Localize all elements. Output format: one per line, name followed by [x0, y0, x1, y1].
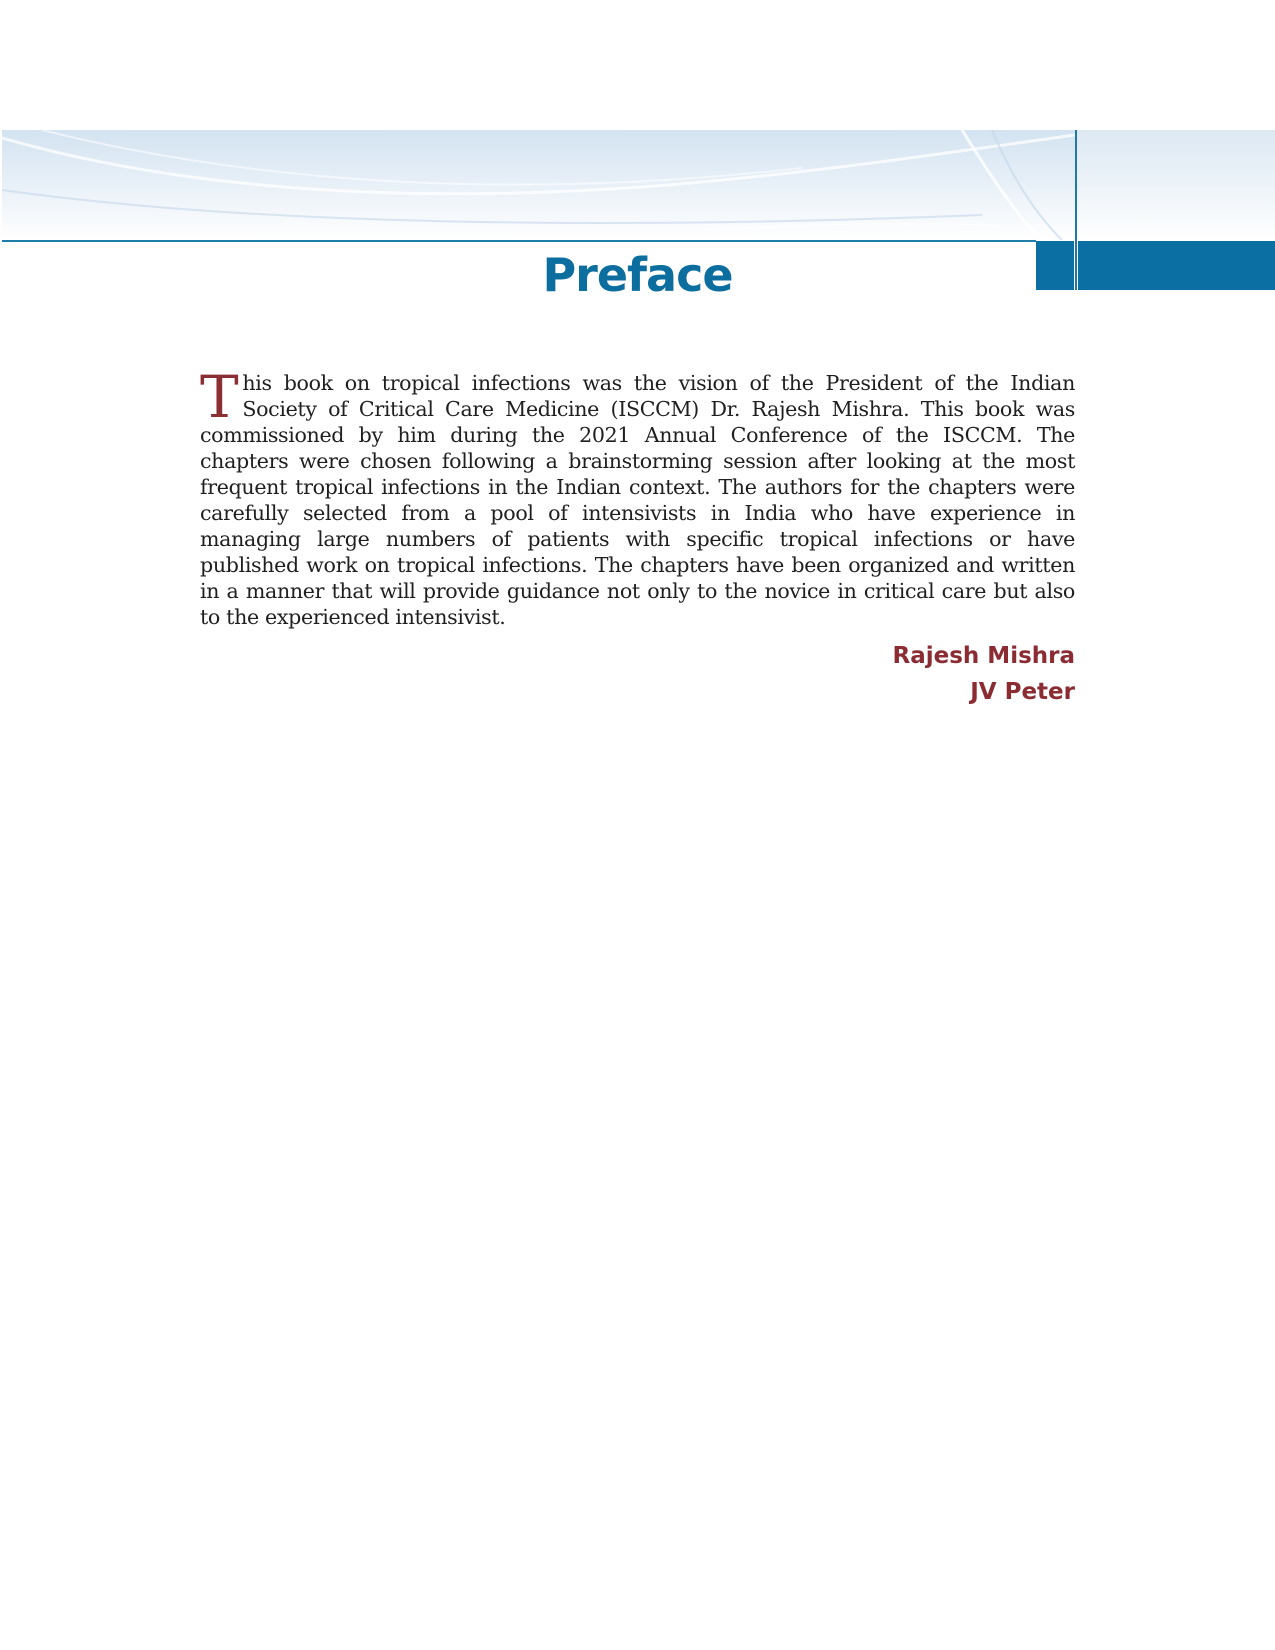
page-title: Preface [542, 248, 733, 302]
header-decorative-band-right [1077, 130, 1275, 240]
author-signature-2: JV Peter [970, 679, 1075, 705]
header-decorative-band [2, 130, 1075, 240]
drop-cap-letter: T [200, 363, 239, 431]
header-horizontal-rule [2, 240, 1036, 242]
preface-paragraph-text: his book on tropical infections was the vision of the President of the Indian Society of Critical Care Medicine (ISCCM) Dr. Rajesh Mishra. This book was commissioned by him during the 2021 Annual Conference of the ISCCM. The chapters were chosen following a brainstorming session after looking at the most frequent tropical infections in the Indian context. The authors for the chapters were carefully selected from a pool of intensivists in India who have experience in managing large numbers of patients with specific tropical infections or have published work on tropical infections. The chapters have been organized and written in a manner that will provide guidance not only to the novice in critical care but also to the experienced intensivist. [200, 371, 1075, 629]
author-signature-1: Rajesh Mishra [892, 643, 1075, 669]
preface-paragraph [200, 363, 1075, 630]
header-swoosh-graphic [2, 130, 1075, 240]
